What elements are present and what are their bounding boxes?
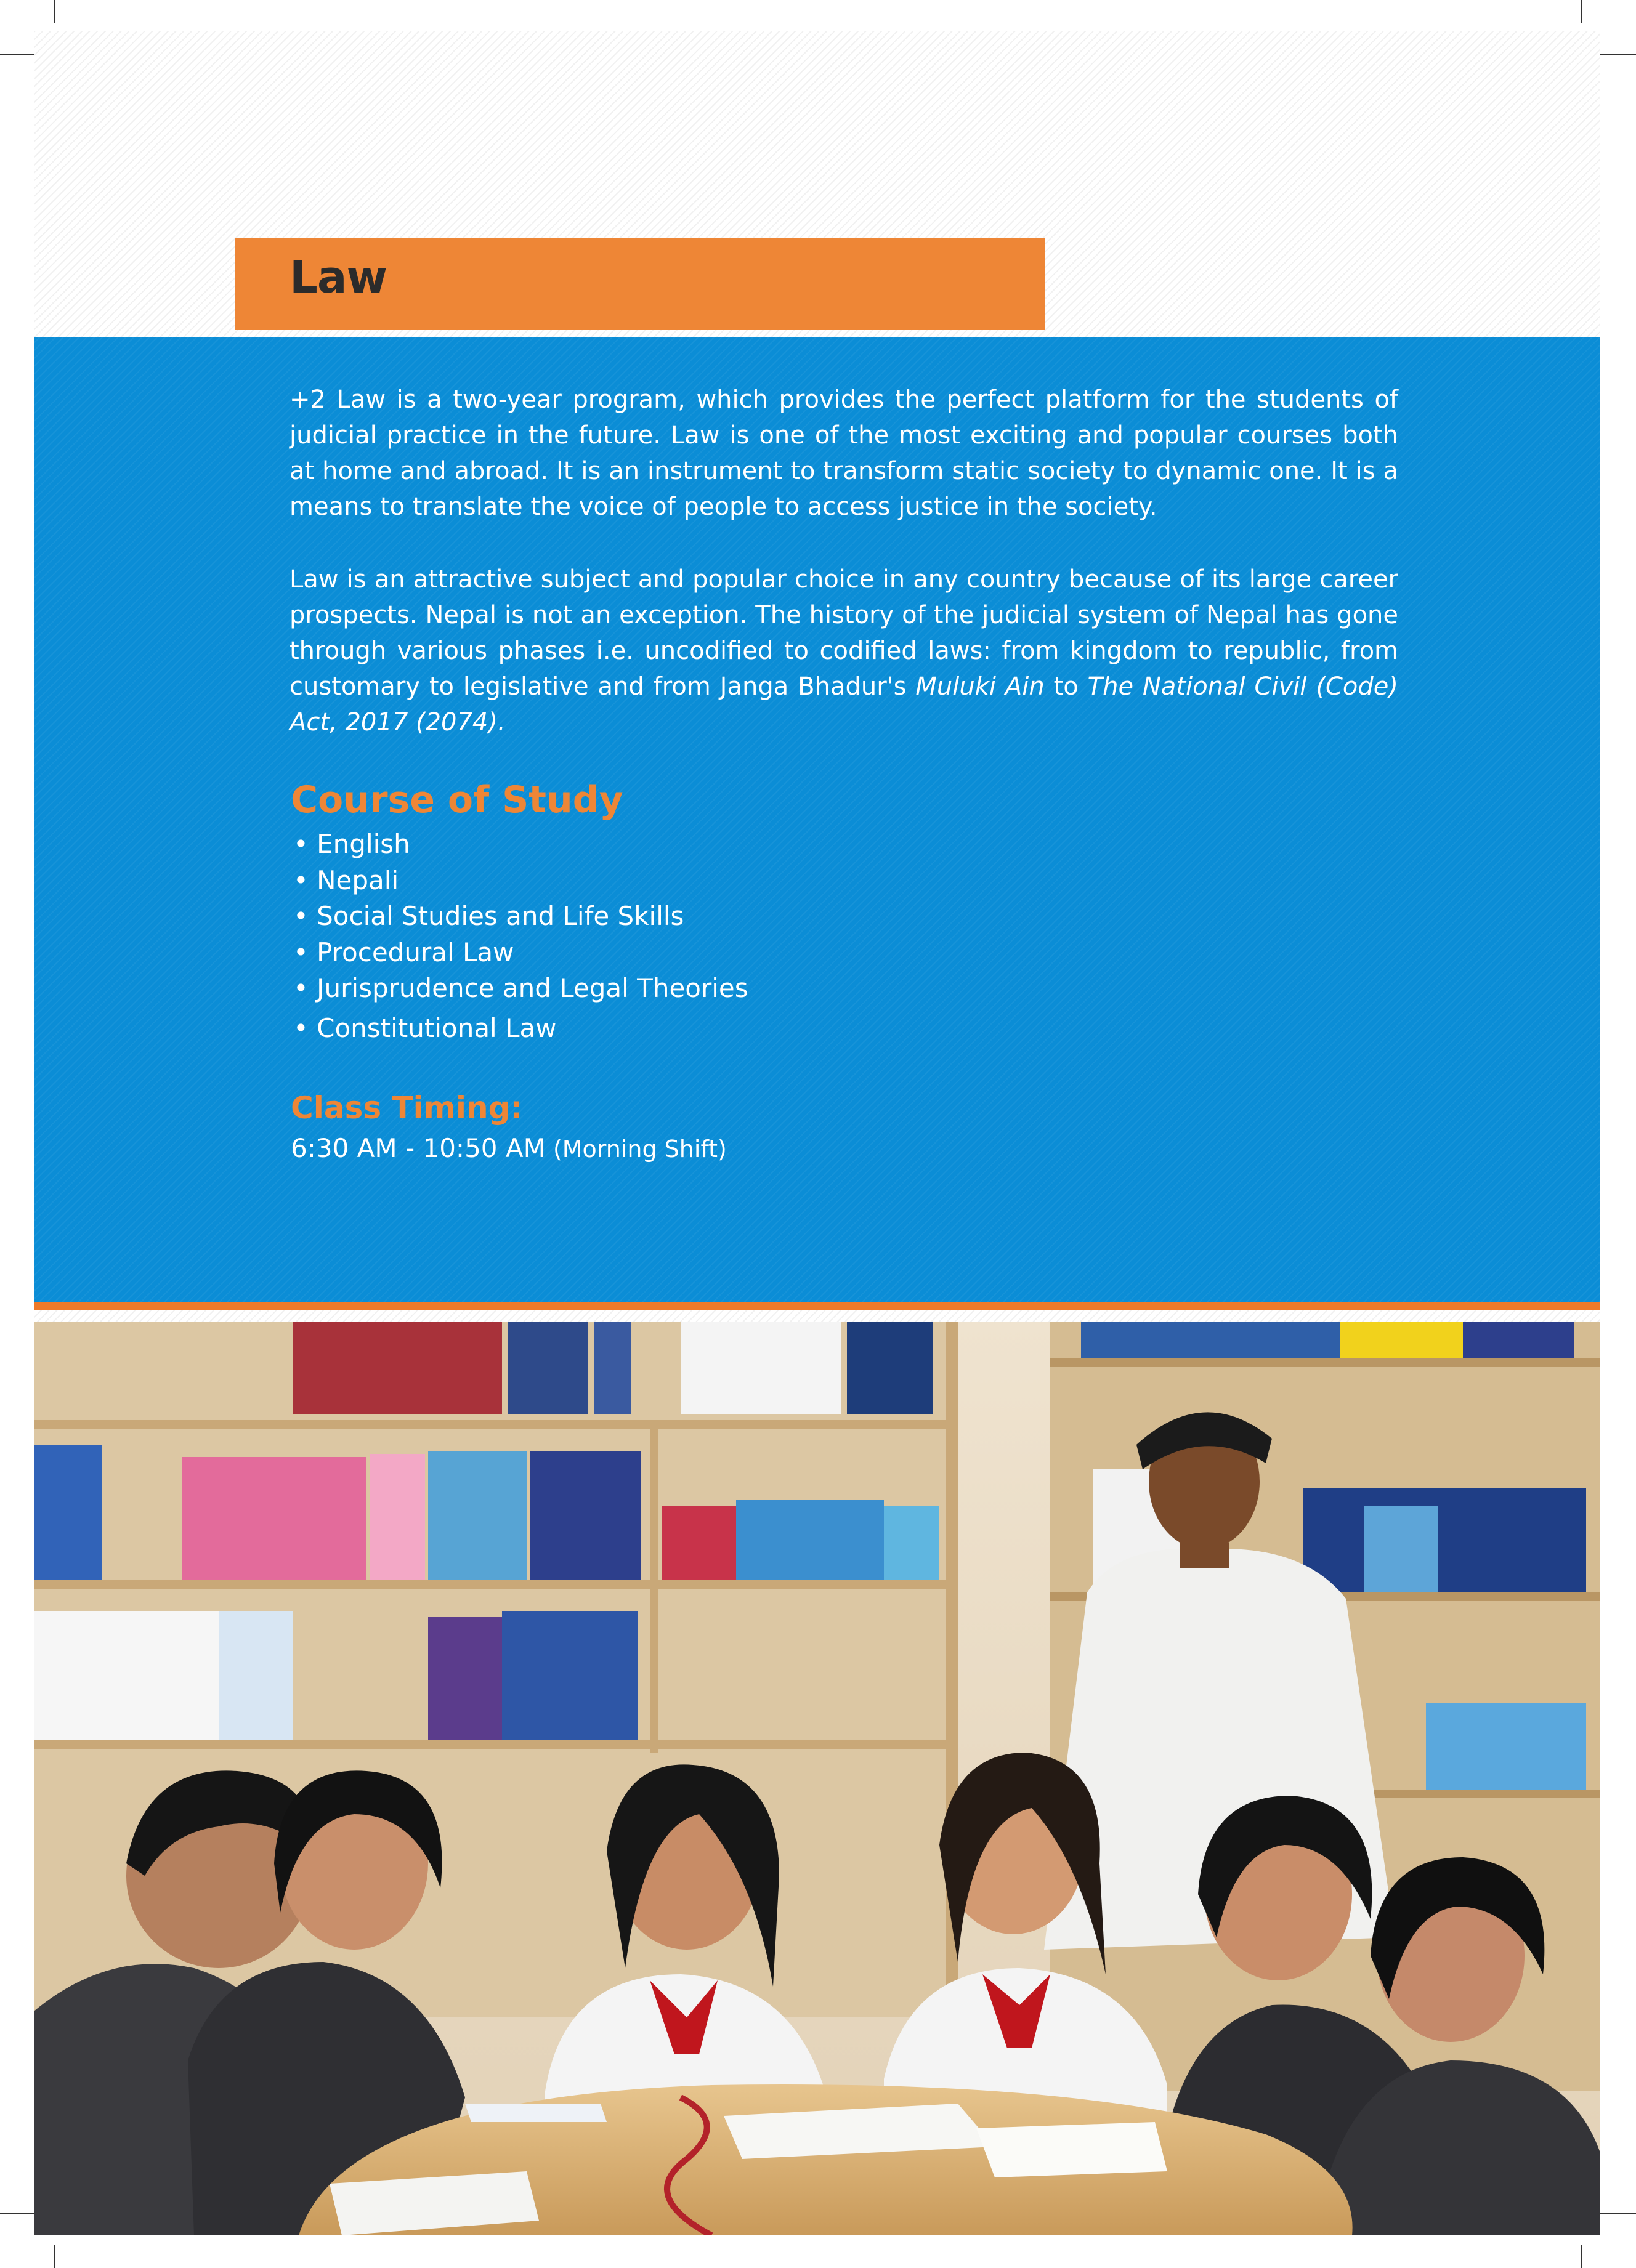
divider-rule	[34, 1302, 1600, 1310]
intro-paragraph-1: +2 Law is a two-year program, which provides the perfect platform for the students of judicial practice in the future. Law is one of the most exciting and popular courses both at home and abroad. It is an instrument to transform static society to dynamic one. It is a means to translate the voice of people to access justice in the society.	[290, 385, 1398, 521]
course-item-procedural-law: • Procedural Law	[293, 937, 514, 967]
crop-mark	[54, 2245, 55, 2268]
course-list	[293, 826, 748, 1047]
course-of-study-heading: Course of Study	[291, 778, 623, 821]
crop-mark	[0, 54, 34, 55]
intro-paragraph-2	[290, 562, 1398, 740]
paragraph-2-lead: Law is an attractive subject and popular choice in any country because of its large career prospects. Nepal is not an exception. The history of the judicial system of Nepal has gone through various phases i.e. uncodified to codified laws: from kingdom to republic, from customary to legislative and from Janga Bhadur's	[290, 565, 1398, 701]
class-time: 6:30 AM - 10:50 AM	[291, 1133, 546, 1163]
library-classroom-photo	[34, 1322, 1600, 2235]
crop-mark	[1600, 2213, 1636, 2214]
course-item-social-studies: • Social Studies and Life Skills	[293, 901, 684, 932]
class-timing-value	[291, 1133, 727, 1163]
civil-code-act-title: The National Civil (Code) Act, 2017 (2074)	[290, 672, 1398, 736]
course-item-constitutional-law: • Constitutional Law	[293, 1012, 557, 1043]
course-item-english: • English	[293, 829, 410, 859]
paragraph-2-connector: to	[1044, 672, 1088, 701]
crop-mark	[54, 0, 55, 23]
crop-mark	[1600, 54, 1636, 55]
page-title: Law	[290, 251, 387, 303]
crop-mark	[0, 2213, 34, 2214]
class-shift: (Morning Shift)	[545, 1136, 727, 1163]
class-timing-heading: Class Timing:	[291, 1090, 523, 1126]
course-item-jurisprudence: • Jurisprudence and Legal Theories	[293, 973, 748, 1004]
crop-mark	[1581, 2245, 1582, 2268]
paragraph-2-end: .	[498, 708, 506, 736]
crop-mark	[1581, 0, 1582, 23]
photo-illustration	[34, 1322, 1600, 2235]
course-item-nepali: • Nepali	[293, 865, 399, 895]
muluki-ain-title: Muluki Ain	[915, 672, 1045, 701]
